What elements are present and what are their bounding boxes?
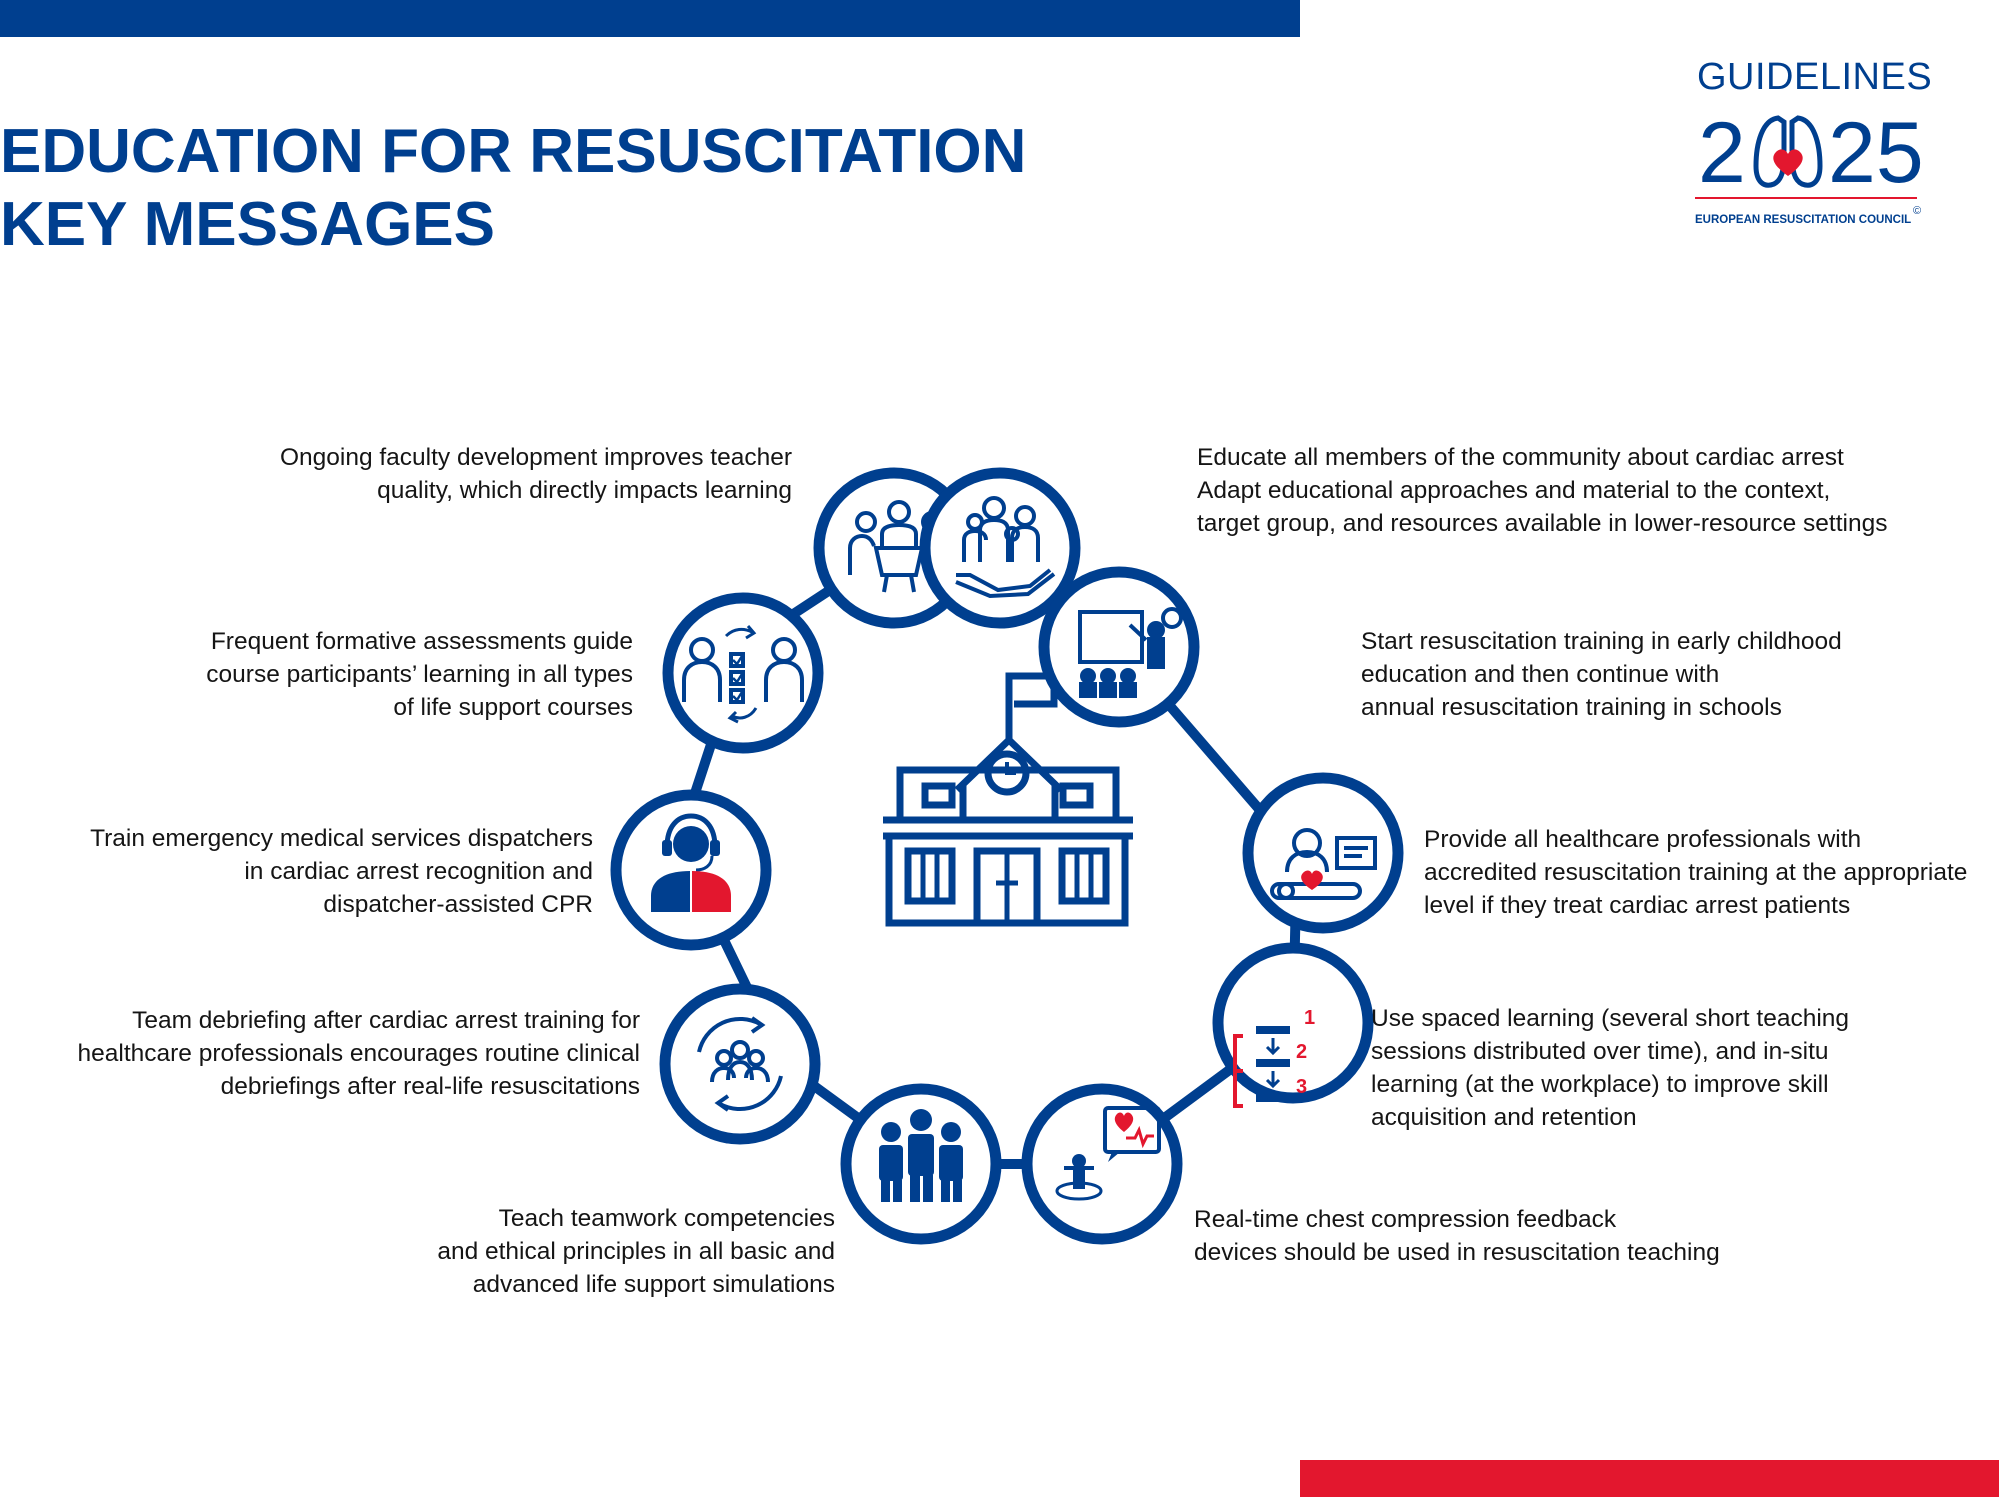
message-debriefing: Team debriefing after cardiac arrest training for healthcare professionals encourages routine clinical debriefings after real-life resuscitations [77,1007,640,1100]
message-community: Educate all members of the community about cardiac arrest Adapt educational approaches and material to the context, target group, and resources available in lower-resource settings [1197,444,1888,537]
page-title: EDUCATION FOR RESUSCITATION [0,117,1027,186]
message-assessment: Frequent formative assessments guide course participants’ learning in all types of life support courses [206,628,633,721]
node-schools [1044,572,1194,722]
message-healthcare: Provide all healthcare professionals with accredited resuscitation training at the appropriate level if they treat cardiac arrest patients [1424,826,1968,919]
message-faculty: Ongoing faculty development improves teacher quality, which directly impacts learning [279,444,792,504]
node-assessment [668,598,818,748]
page-subtitle: KEY MESSAGES [0,190,496,259]
svg-text:2: 2 [1698,105,1746,196]
message-spaced-learning: Use spaced learning (several short teaching sessions distributed over time), and in-situ learning (at the workplace) to improve skill acquisition and retention [1371,1005,1850,1131]
node-teamwork [846,1089,996,1239]
step-number-2: 2 [1296,1041,1308,1063]
message-schools: Start resuscitation training in early childhood education and then continue with annual resuscitation training in schools [1361,628,1842,721]
node-community [925,473,1075,623]
node-healthcare [1248,778,1398,928]
message-dispatchers: Train emergency medical services dispatchers in cardiac arrest recognition and dispatcher-assisted CPR [90,825,593,918]
message-feedback: Real-time chest compression feedback devices should be used in resuscitation teaching [1194,1206,1720,1266]
message-teamwork: Teach teamwork competencies and ethical principles in all basic and advanced life support simulations [437,1205,835,1298]
step-number-1: 1 [1304,1007,1316,1029]
logo-copyright: © [1913,205,1922,217]
step-number-3: 3 [1296,1076,1308,1098]
node-debriefing [665,989,815,1139]
node-feedback [1027,1089,1177,1239]
node-spaced-learning [1218,948,1368,1106]
svg-text:25: 25 [1828,105,1924,196]
logo-organization: EUROPEAN RESUSCITATION COUNCIL [1695,214,1912,226]
logo-word: GUIDELINES [1697,56,1933,98]
node-dispatchers [616,795,766,945]
